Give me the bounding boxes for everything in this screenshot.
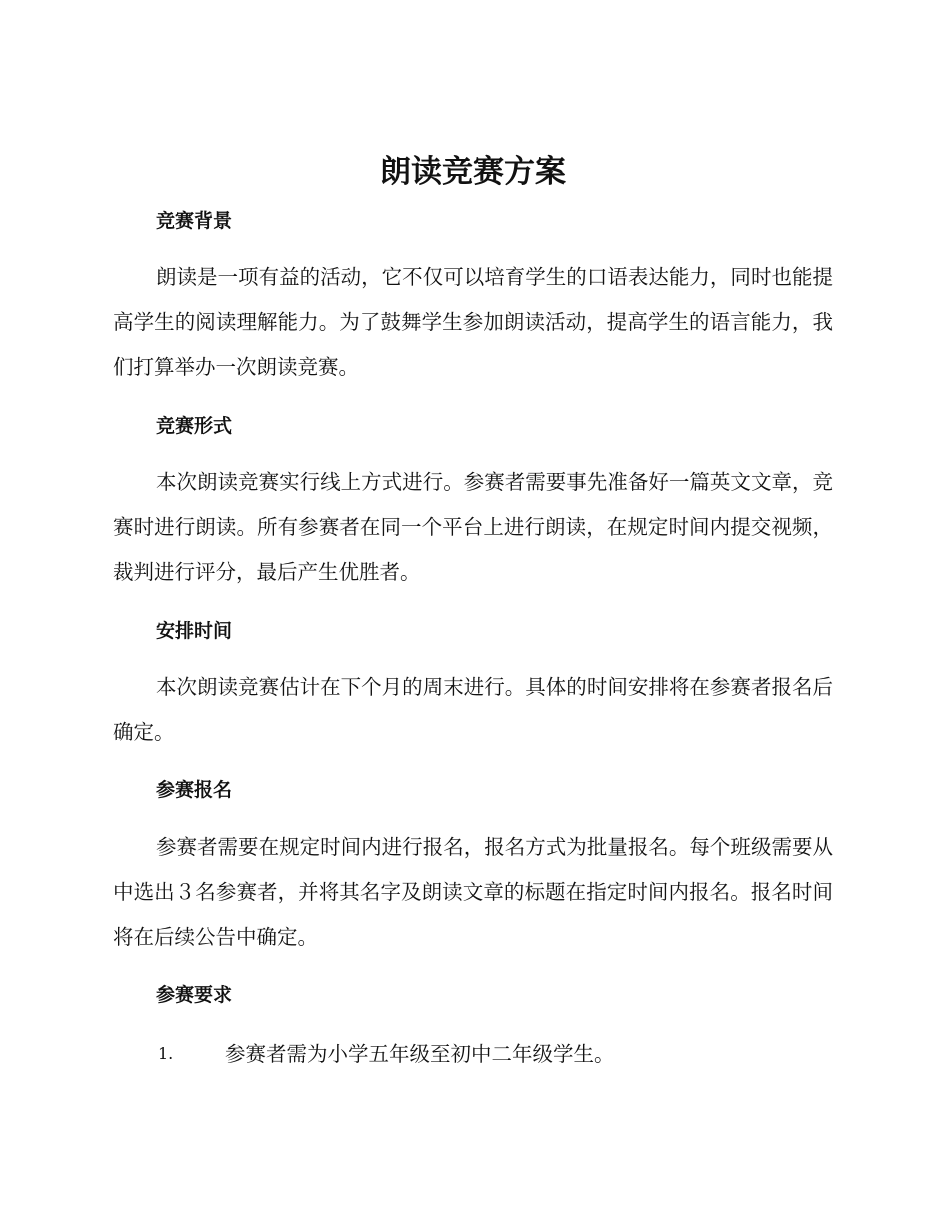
section-heading-requirements: 参赛要求 — [156, 984, 233, 1006]
list-item-text: 参赛者需为小学五年级至初中二年级学生。 — [225, 1042, 615, 1066]
section-paragraph-registration: 参赛者需要在规定时间内进行报名，报名方式为批量报名。每个班级需要从中选出３名参赛者，并将其名字及朗读文章的标题在指定时间内报名。报名时间将在后续公告中确定。 — [113, 835, 833, 949]
section-heading-format: 竞赛形式 — [156, 415, 233, 437]
section-heading-schedule: 安排时间 — [156, 620, 233, 642]
section-paragraph-format: 本次朗读竞赛实行线上方式进行。参赛者需要事先准备好一篇英文文章，竞赛时进行朗读。所有参赛者在同一个平台上进行朗读，在规定时间内提交视频，裁判进行评分，最后产生优胜者。 — [113, 470, 833, 584]
document-title: 朗读竞赛方案 — [380, 154, 566, 190]
section-heading-registration: 参赛报名 — [156, 779, 233, 801]
section-heading-background: 竞赛背景 — [156, 210, 233, 232]
section-paragraph-background: 朗读是一项有益的活动，它不仅可以培育学生的口语表达能力，同时也能提高学生的阅读理解能力。为了鼓舞学生参加朗读活动，提高学生的语言能力，我们打算举办一次朗读竞赛。 — [113, 265, 833, 379]
list-item-number: 1. — [158, 1044, 174, 1063]
list-item — [113, 1039, 833, 1069]
section-paragraph-schedule: 本次朗读竞赛估计在下个月的周末进行。具体的时间安排将在参赛者报名后确定。 — [113, 675, 833, 744]
